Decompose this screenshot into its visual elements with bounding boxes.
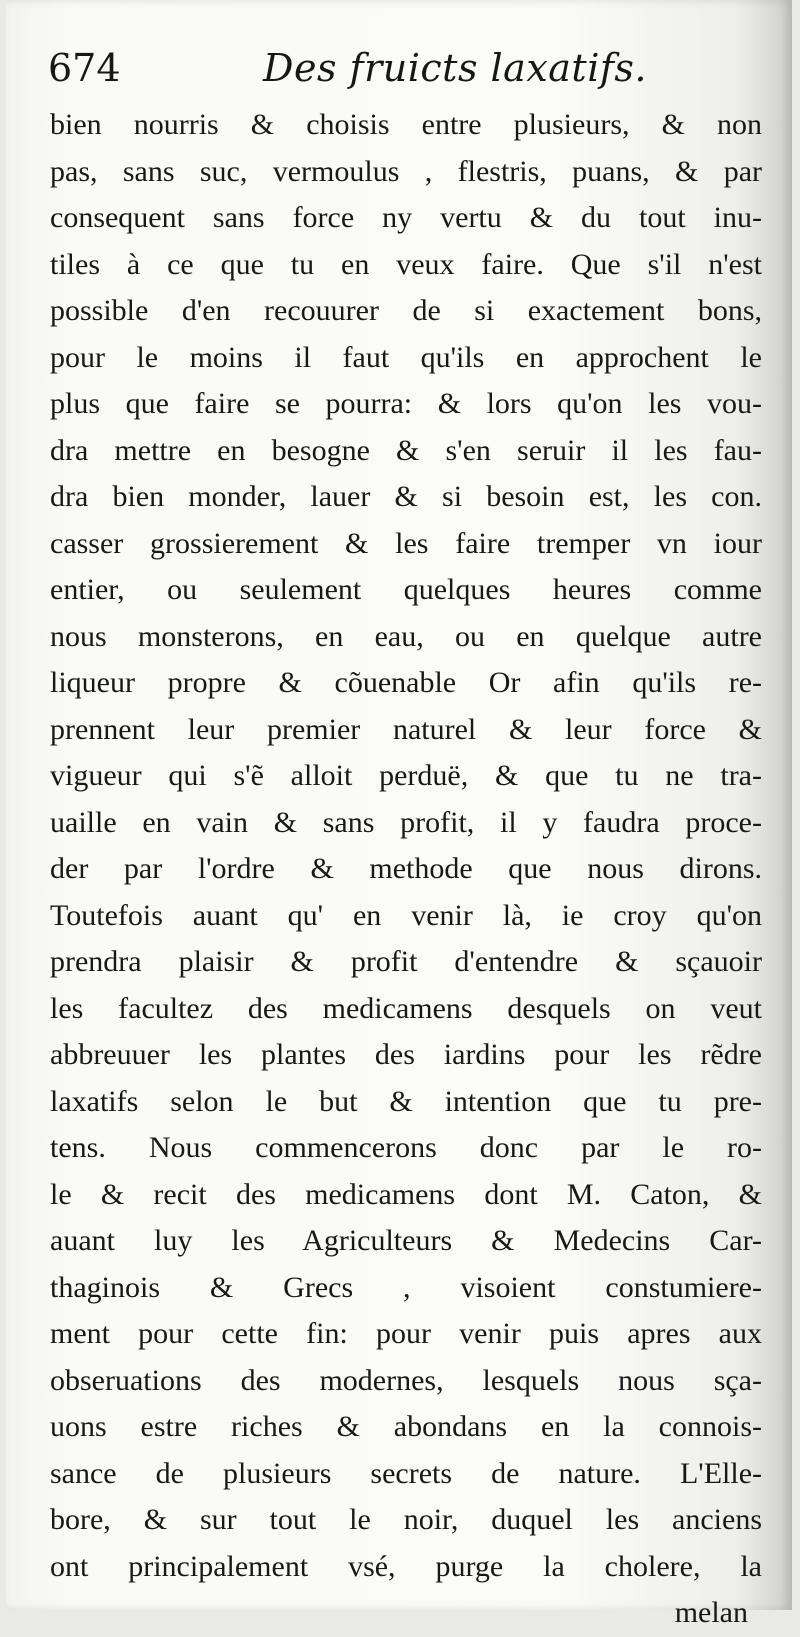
text-line: der par l'ordre & methode que nous dirons. xyxy=(50,852,762,885)
page-number: 674 xyxy=(48,46,121,90)
text-line: consequent sans force ny vertu & du tout inu- xyxy=(50,201,762,234)
text-line: uons estre riches & abondans en la connois- xyxy=(50,1410,762,1443)
text-line: thaginois & Grecs , visoient constumiere- xyxy=(50,1270,762,1304)
text-line: pas, sans suc, vermoulus , flestris, puans, & par xyxy=(50,154,762,188)
text-line: prendra plaisir & profit d'entendre & sçauoir xyxy=(50,945,762,978)
text-line: vigueur qui s'ẽ alloit perduë, & que tu ne tra- xyxy=(50,759,762,792)
text-line: ont principalement vsé, purge la cholere, la xyxy=(50,1549,762,1583)
text-line: dra mettre en besogne & s'en seruir il les fau- xyxy=(50,433,762,467)
text-line: tiles à ce que tu en veux faire. Que s'il n'est xyxy=(50,247,762,281)
text-line: casser grossierement & les faire tremper vn iour xyxy=(50,526,762,560)
page-header xyxy=(48,46,768,106)
text-line: Toutefois auant qu' en venir là, ie croy qu'on xyxy=(50,898,762,932)
text-line: nous monsterons, en eau, ou en quelque autre xyxy=(50,619,762,653)
text-line: plus que faire se pourra: & lors qu'on les vou- xyxy=(50,387,762,420)
text-line: auant luy les Agriculteurs & Medecins Car- xyxy=(50,1224,762,1257)
text-line: le & recit des medicamens dont M. Caton, & xyxy=(50,1177,762,1211)
running-head: Des fruicts laxatifs. xyxy=(263,46,647,90)
text-line: abbreuuer les plantes des iardins pour les rẽdre xyxy=(50,1038,762,1071)
catchword: melan xyxy=(674,1596,748,1629)
text-line: bore, & sur tout le noir, duquel les anciens xyxy=(50,1503,762,1536)
text-line: liqueur propre & cõuenable Or afin qu'ils re- xyxy=(50,666,762,699)
text-line: bien nourris & choisis entre plusieurs, & non xyxy=(50,108,762,141)
text-line: uaille en vain & sans profit, il y faudra proce- xyxy=(50,805,762,839)
text-line: prennent leur premier naturel & leur force & xyxy=(50,712,762,746)
text-line: laxatifs selon le but & intention que tu pre- xyxy=(50,1084,762,1118)
text-line: possible d'en recouurer de si exactement bons, xyxy=(50,294,762,327)
book-page xyxy=(6,0,792,1629)
text-line: sance de plusieurs secrets de nature. L'Elle- xyxy=(50,1456,762,1490)
text-line: tens. Nous commencerons donc par le ro- xyxy=(50,1131,762,1164)
text-line: entier, ou seulement quelques heures comme xyxy=(50,573,762,606)
text-line: pour le moins il faut qu'ils en approchent le xyxy=(50,340,762,374)
text-line: dra bien monder, lauer & si besoin est, les con. xyxy=(50,480,762,513)
text-line: ment pour cette fin: pour venir puis apres aux xyxy=(50,1317,762,1350)
text-line: les facultez des medicamens desquels on veut xyxy=(50,991,762,1025)
body-text xyxy=(50,102,762,1637)
text-line: obseruations des modernes, lesquels nous sça- xyxy=(50,1363,762,1397)
